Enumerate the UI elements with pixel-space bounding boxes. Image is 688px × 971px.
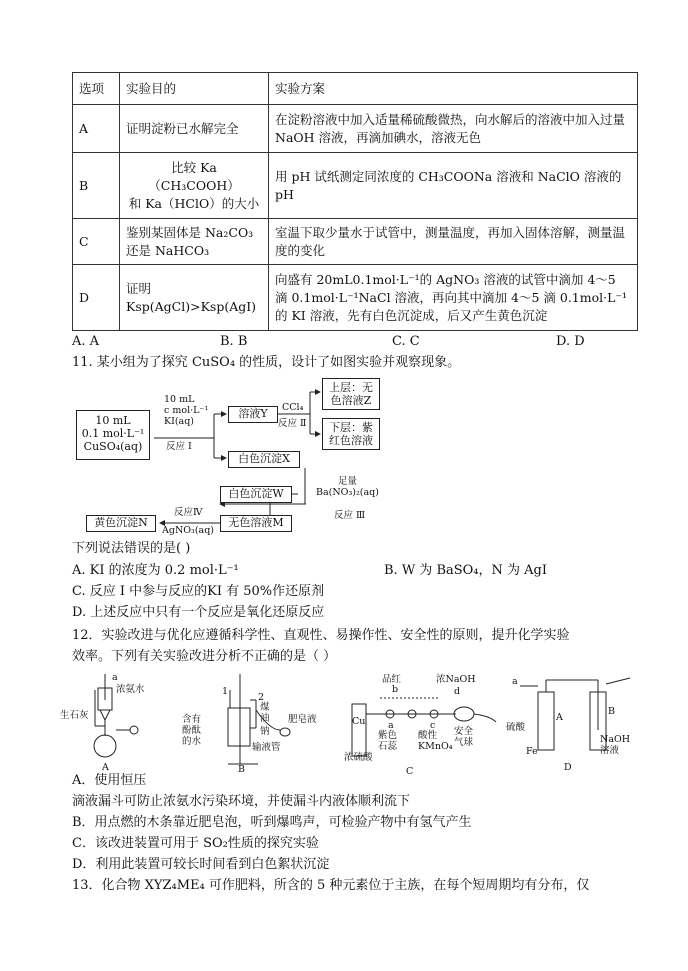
flow-text: 下层：紫 bbox=[329, 421, 373, 434]
row-plan: 在淀粉溶液中加入适量稀硫酸微热，向水解后的溶液中加入过量 NaOH 溶液，再滴加碘水，溶液无色 bbox=[269, 105, 638, 153]
q13-stem: 13．化合物 XYZ₄ME₄ 可作肥料，所含的 5 种元素位于主族，在每个短周期均有分布，仅 bbox=[72, 878, 590, 893]
fig-label-1: 1 bbox=[222, 686, 229, 697]
row-option: A bbox=[73, 105, 120, 153]
flow-text: 红色溶液 bbox=[329, 434, 373, 447]
flow-text: 10 mL bbox=[164, 394, 195, 405]
flow-reaction1: 反应 Ⅰ bbox=[166, 441, 192, 452]
q11-flow-diagram bbox=[70, 376, 410, 536]
fig-text: 溶液 bbox=[600, 745, 620, 756]
fig-label-cu: Cu bbox=[352, 716, 366, 727]
q12-option-d[interactable]: D．利用此装置可较长时间看到白色絮状沉淀 bbox=[72, 857, 330, 872]
fig-label-a3-small: a bbox=[512, 676, 518, 687]
fig-label-kmno4 bbox=[418, 730, 453, 752]
row-purpose bbox=[120, 153, 269, 219]
q12-option-b[interactable]: B．用点燃的木条靠近肥皂泡，听到爆鸣声，可检验产物中有氢气产生 bbox=[72, 815, 472, 830]
q12-stem-line1: 12．实验改进与优化应遵循科学性、直观性、易操作性、安全性的原则，提升化学实验 bbox=[72, 628, 570, 643]
fig-label-b-small: b bbox=[392, 684, 399, 695]
q11-option-c[interactable]: C. 反应 Ⅰ 中参与反应的KI 有 50%作还原剂 bbox=[72, 584, 325, 599]
fig-text: 安全 bbox=[454, 726, 474, 737]
flow-text: c mol·L⁻¹ bbox=[164, 405, 209, 416]
table-row bbox=[73, 105, 638, 153]
flow-solution-y: 溶液Y bbox=[228, 406, 278, 423]
q12-option-a-cont: 滴液漏斗可防止浓氨水污染环境，并使漏斗内液体顺利流下 bbox=[72, 794, 411, 809]
flow-reaction3: 反应 Ⅲ bbox=[334, 510, 366, 521]
fig-label-C: C bbox=[406, 766, 414, 777]
q10-answer-b[interactable]: B. B bbox=[220, 334, 248, 349]
header-plan: 实验方案 bbox=[269, 73, 638, 105]
fig-label-D: D bbox=[564, 762, 572, 773]
fig-label-c-small: c bbox=[430, 720, 436, 731]
fig-label-conc-naoh: 浓NaOH bbox=[436, 674, 476, 685]
fig-label-phenol-water bbox=[182, 714, 201, 747]
flow-text: 足量 bbox=[337, 476, 357, 487]
fig-text: 紫色 bbox=[378, 730, 398, 741]
fig-label-tube: 输液管 bbox=[252, 742, 281, 753]
flow-text: Ba(NO₃)₂(aq) bbox=[316, 487, 379, 498]
purpose-line: Ksp(AgCl)>Ksp(AgI) bbox=[126, 298, 257, 314]
q10-answer-a[interactable]: A. A bbox=[72, 334, 100, 349]
fig-text: 石蕊 bbox=[378, 741, 398, 752]
fig-text: 的水 bbox=[182, 736, 202, 747]
fig-label-A2: A bbox=[556, 712, 563, 723]
flow-reagent3 bbox=[316, 476, 379, 498]
fig-label-fe: Fe bbox=[526, 746, 538, 757]
fig-label-B2: B bbox=[608, 706, 615, 717]
options-table bbox=[72, 72, 638, 331]
flow-reagent2: CCl₄ bbox=[282, 402, 304, 413]
row-plan: 向盛有 20mL0.1mol·L⁻¹的 AgNO₃ 溶液的试管中滴加 4～5 滴 0.1mol·L⁻¹NaCl 溶液，再向其中滴加 4～5 滴 0.1mol·L⁻¹ 的 KI 溶液，先有白色沉淀成，后又产生黄色沉淀 bbox=[269, 265, 638, 331]
fig-label-soap: 肥皂液 bbox=[288, 714, 317, 725]
fig-label-sodium: 钠 bbox=[260, 726, 270, 737]
fig-label-litmus bbox=[378, 730, 397, 752]
table-row bbox=[73, 153, 638, 219]
purpose-line: 证明 bbox=[126, 280, 152, 296]
flow-reaction4: 反应Ⅳ bbox=[174, 507, 203, 518]
purpose-line: （CH₃COOH） bbox=[148, 177, 240, 193]
row-plan: 室温下取少量水于试管中，测量温度，再加入固体溶解，测量温度的变化 bbox=[269, 219, 638, 265]
header-purpose: 实验目的 bbox=[120, 73, 269, 105]
flow-text: 色溶液Z bbox=[330, 394, 372, 407]
row-option: B bbox=[73, 153, 120, 219]
table-row bbox=[73, 219, 638, 265]
fig-text: 气球 bbox=[454, 737, 474, 748]
row-option: D bbox=[73, 265, 120, 331]
fig-text: 煤 bbox=[260, 702, 270, 713]
fig-label-a2-small: a bbox=[388, 720, 394, 731]
flow-upper-layer bbox=[322, 378, 380, 410]
q12-apparatus-figures bbox=[60, 670, 640, 780]
apparatus-drawings bbox=[60, 670, 640, 780]
fig-label-a-small: a bbox=[112, 672, 118, 683]
fig-text: 酚酞 bbox=[182, 725, 202, 736]
flow-text: KI(aq) bbox=[164, 416, 195, 427]
fig-text: KMnO₄ bbox=[418, 741, 453, 752]
fig-label-d-small: d bbox=[454, 686, 461, 697]
row-option: C bbox=[73, 219, 120, 265]
fig-text: 含有 bbox=[182, 714, 202, 725]
purpose-line: 还是 NaHCO₃ bbox=[126, 242, 210, 258]
q10-answer-c[interactable]: C. C bbox=[392, 334, 420, 349]
flow-reagent1 bbox=[164, 394, 208, 427]
flow-reaction2: 反应 Ⅱ bbox=[278, 418, 307, 429]
flow-lower-layer bbox=[322, 418, 380, 450]
fig-label-A: A bbox=[102, 762, 109, 773]
fig-label-kerosene bbox=[260, 702, 270, 724]
flow-white-x: 白色沉淀X bbox=[228, 451, 300, 468]
fig-text: 油 bbox=[260, 713, 270, 724]
fig-label-sulfuric: 硫酸 bbox=[506, 722, 526, 733]
flow-text: 0.1 mol·L⁻¹ bbox=[81, 427, 145, 440]
table-row bbox=[73, 265, 638, 331]
q10-answer-d[interactable]: D. D bbox=[556, 334, 585, 349]
q12-option-a[interactable]: A．使用恒压 bbox=[72, 773, 147, 788]
purpose-line: 比较 Ka bbox=[171, 159, 217, 175]
fig-label-2: 2 bbox=[258, 692, 265, 703]
q11-stem: 11. 某小组为了探究 CuSO₄ 的性质，设计了如图实验并观察现象。 bbox=[72, 355, 461, 370]
q11-prompt: 下列说法错误的是( ) bbox=[72, 541, 191, 556]
flow-text: 10 mL bbox=[95, 414, 131, 427]
flow-text: CuSO₄(aq) bbox=[83, 440, 143, 453]
fig-label-quicklime: 生石灰 bbox=[60, 710, 89, 721]
flow-text: 上层：无 bbox=[329, 381, 373, 394]
row-plan: 用 pH 试纸测定同浓度的 CH₃COONa 溶液和 NaClO 溶液的 pH bbox=[269, 153, 638, 219]
fig-label-conc-h2so4: 浓硫酸 bbox=[344, 752, 373, 763]
q11-option-a[interactable]: A. KI 的浓度为 0.2 mol·L⁻¹ bbox=[72, 563, 239, 578]
flow-reagent4: AgNO₃(aq) bbox=[162, 525, 215, 536]
purpose-line: 和 Ka（HClO）的大小 bbox=[128, 195, 260, 211]
row-purpose: 证明淀粉已水解完全 bbox=[120, 105, 269, 153]
fig-label-balloon bbox=[454, 726, 473, 748]
q12-stem-line2: 效率。下列有关实验改进分析不正确的是（ ） bbox=[72, 649, 337, 664]
purpose-line: 鉴别某固体是 Na₂CO₃ bbox=[126, 224, 254, 240]
fig-label-naoh-sol bbox=[600, 734, 630, 756]
fig-text: NaOH bbox=[600, 734, 631, 745]
flow-colorless-m: 无色溶液M bbox=[220, 515, 292, 532]
fig-label-conc-ammonia: 浓氨水 bbox=[116, 684, 145, 695]
q12-option-c[interactable]: C．该改进装置可用于 SO₂性质的探究实验 bbox=[72, 836, 319, 851]
header-option: 选项 bbox=[73, 73, 120, 105]
fig-label-B: B bbox=[238, 764, 245, 775]
fig-text: 酸性 bbox=[418, 730, 438, 741]
flow-start-box bbox=[76, 410, 150, 460]
table-header-row bbox=[73, 73, 638, 105]
row-purpose bbox=[120, 219, 269, 265]
flow-white-w: 白色沉淀W bbox=[220, 486, 292, 503]
fig-label-pinhong: 品红 bbox=[382, 674, 402, 685]
flow-yellow-n: 黄色沉淀N bbox=[86, 515, 156, 532]
q11-option-b[interactable]: B. W 为 BaSO₄，N 为 AgI bbox=[384, 563, 548, 578]
q11-option-d[interactable]: D. 上述反应中只有一个反应是氧化还原反应 bbox=[72, 605, 325, 620]
row-purpose bbox=[120, 265, 269, 331]
